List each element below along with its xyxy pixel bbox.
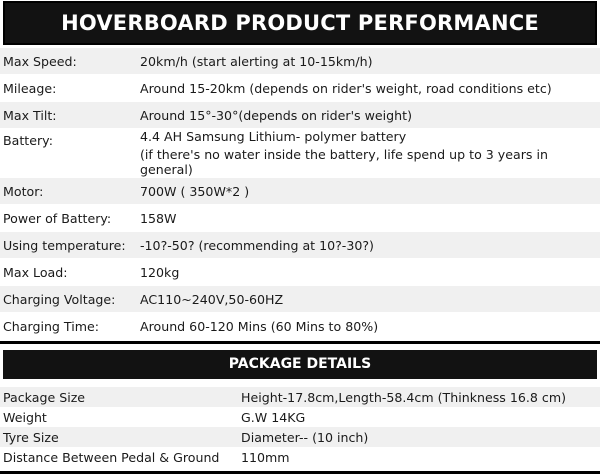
package-label: Package Size <box>0 387 238 407</box>
package-value: Diameter-- (10 inch) <box>238 427 600 447</box>
spec-label: Charging Voltage: <box>0 286 138 313</box>
package-label: Tyre Size <box>0 427 238 447</box>
spec-label: Charging Time: <box>0 313 138 340</box>
table-row <box>0 387 600 407</box>
spec-label: Mileage: <box>0 75 138 102</box>
spec-value: Around 60-120 Mins (60 Mins to 80%) <box>138 313 600 340</box>
table-row <box>0 102 600 129</box>
spec-value: Around 15°-30°(depends on rider's weight) <box>138 102 600 129</box>
package-value: Height-17.8cm,Length-58.4cm (Thinkness 16.8 cm) <box>238 387 600 407</box>
table-row <box>0 129 600 178</box>
table-row <box>0 178 600 205</box>
package-value: 110mm <box>238 447 600 467</box>
spec-value: 158W <box>138 205 600 232</box>
spec-label: Power of Battery: <box>0 205 138 232</box>
spec-label: Using temperature: <box>0 232 138 259</box>
table-row <box>0 286 600 313</box>
spec-value-line: (if there's no water inside the battery, life spend up to 3 years in general) <box>140 147 548 177</box>
spec-value-line: 4.4 AH Samsung Lithium- polymer battery <box>140 129 407 144</box>
table-row <box>0 407 600 427</box>
spec-value: Around 15-20km (depends on rider's weight, road conditions etc) <box>138 75 600 102</box>
spec-label: Battery: <box>0 129 138 178</box>
spec-value: 700W ( 350W*2 ) <box>138 178 600 205</box>
package-label: Weight <box>0 407 238 427</box>
spec-label: Max Speed: <box>0 48 138 75</box>
performance-table <box>0 45 600 340</box>
package-table <box>0 387 600 467</box>
package-value: G.W 14KG <box>238 407 600 427</box>
table-row <box>0 259 600 286</box>
table-row <box>0 48 600 75</box>
section-title: PACKAGE DETAILS <box>3 350 597 379</box>
table-row <box>0 232 600 259</box>
table-row <box>0 447 600 467</box>
spec-label: Motor: <box>0 178 138 205</box>
table-row <box>0 205 600 232</box>
spec-value: 20km/h (start alerting at 10-15km/h) <box>138 48 600 75</box>
spec-label: Max Load: <box>0 259 138 286</box>
spec-value: 120kg <box>138 259 600 286</box>
page-title: HOVERBOARD PRODUCT PERFORMANCE <box>3 1 597 45</box>
spec-value <box>138 129 600 178</box>
table-row <box>0 313 600 340</box>
spec-value: -10?-50? (recommending at 10?-30?) <box>138 232 600 259</box>
spec-value: AC110~240V,50-60HZ <box>138 286 600 313</box>
product-sheet <box>0 1 600 474</box>
package-label: Distance Between Pedal & Ground <box>0 447 238 467</box>
spec-label: Max Tilt: <box>0 102 138 129</box>
table-row <box>0 75 600 102</box>
table-row <box>0 427 600 447</box>
